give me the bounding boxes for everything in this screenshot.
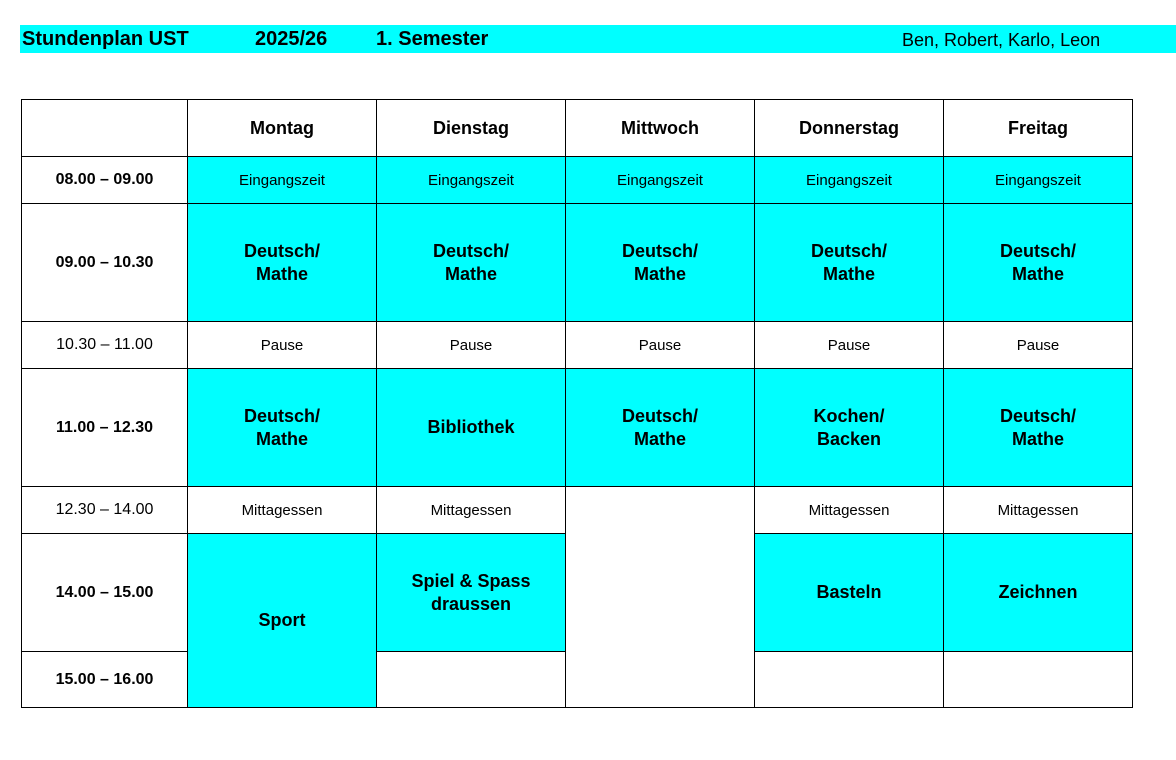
lesson-label: Sport bbox=[258, 610, 306, 630]
slot-cell: Mittagessen bbox=[755, 487, 944, 534]
table-header-row bbox=[22, 100, 1133, 157]
lesson-label: Zeichnen bbox=[998, 582, 1078, 602]
slot-cell: Eingangszeit bbox=[755, 157, 944, 204]
lesson-label: Deutsch/ Mathe bbox=[810, 240, 888, 284]
lesson-label: Bibliothek bbox=[427, 417, 515, 437]
lesson-cell bbox=[944, 369, 1133, 487]
lesson-cell bbox=[377, 369, 566, 487]
slot-cell: Eingangszeit bbox=[944, 157, 1133, 204]
school-year: 2025/26 bbox=[255, 28, 328, 50]
slot-cell: Mittagessen bbox=[377, 487, 566, 534]
empty-cell bbox=[377, 652, 566, 708]
lesson-cell bbox=[566, 369, 755, 487]
slot-cell: Pause bbox=[755, 322, 944, 369]
lesson-label: Deutsch/ Mathe bbox=[243, 405, 321, 449]
day-header-dienstag: Dienstag bbox=[377, 100, 566, 157]
lesson-cell bbox=[755, 534, 944, 652]
time-cell: 11.00 – 12.30 bbox=[22, 369, 188, 487]
lesson-cell bbox=[566, 204, 755, 322]
slot-cell: Pause bbox=[566, 322, 755, 369]
lesson-label: Deutsch/ Mathe bbox=[621, 240, 699, 284]
slot-cell: Mittagessen bbox=[944, 487, 1133, 534]
corner-cell bbox=[22, 100, 188, 157]
lesson-cell bbox=[188, 534, 377, 708]
table-row bbox=[22, 487, 1133, 534]
slot-cell: Eingangszeit bbox=[566, 157, 755, 204]
day-header-freitag: Freitag bbox=[944, 100, 1133, 157]
lesson-label: Kochen/ Backen bbox=[813, 405, 885, 449]
day-header-mittwoch: Mittwoch bbox=[566, 100, 755, 157]
slot-cell: Pause bbox=[944, 322, 1133, 369]
lesson-cell bbox=[377, 534, 566, 652]
lesson-label: Basteln bbox=[816, 582, 882, 602]
empty-cell bbox=[755, 652, 944, 708]
title-bar bbox=[20, 25, 1176, 53]
time-cell: 15.00 – 16.00 bbox=[22, 652, 188, 708]
table-row bbox=[22, 369, 1133, 487]
lesson-label: Deutsch/ Mathe bbox=[999, 405, 1077, 449]
empty-cell-mittwoch bbox=[566, 487, 755, 708]
lesson-cell bbox=[188, 369, 377, 487]
slot-cell: Mittagessen bbox=[188, 487, 377, 534]
lesson-cell bbox=[377, 204, 566, 322]
lesson-label: Deutsch/ Mathe bbox=[999, 240, 1077, 284]
slot-cell: Eingangszeit bbox=[188, 157, 377, 204]
timetable bbox=[21, 99, 1133, 708]
time-cell: 10.30 – 11.00 bbox=[22, 322, 188, 369]
table-row bbox=[22, 322, 1133, 369]
lesson-cell bbox=[944, 534, 1133, 652]
page-title: Stundenplan UST bbox=[22, 28, 189, 50]
lesson-label: Deutsch/ Mathe bbox=[621, 405, 699, 449]
lesson-cell bbox=[188, 204, 377, 322]
slot-cell: Pause bbox=[377, 322, 566, 369]
day-header-donnerstag: Donnerstag bbox=[755, 100, 944, 157]
student-names: Ben, Robert, Karlo, Leon bbox=[902, 30, 1101, 50]
lesson-cell bbox=[755, 204, 944, 322]
time-cell: 14.00 – 15.00 bbox=[22, 534, 188, 652]
lesson-cell bbox=[944, 204, 1133, 322]
lesson-label: Spiel & Spass draussen bbox=[411, 570, 531, 614]
empty-cell bbox=[944, 652, 1133, 708]
time-cell: 12.30 – 14.00 bbox=[22, 487, 188, 534]
slot-cell: Pause bbox=[188, 322, 377, 369]
time-cell: 08.00 – 09.00 bbox=[22, 157, 188, 204]
lesson-cell bbox=[755, 369, 944, 487]
time-cell: 09.00 – 10.30 bbox=[22, 204, 188, 322]
slot-cell: Eingangszeit bbox=[377, 157, 566, 204]
semester-label: 1. Semester bbox=[376, 28, 489, 50]
table-row bbox=[22, 157, 1133, 204]
lesson-label: Deutsch/ Mathe bbox=[243, 240, 321, 284]
day-header-montag: Montag bbox=[188, 100, 377, 157]
table-row bbox=[22, 204, 1133, 322]
lesson-label: Deutsch/ Mathe bbox=[432, 240, 510, 284]
